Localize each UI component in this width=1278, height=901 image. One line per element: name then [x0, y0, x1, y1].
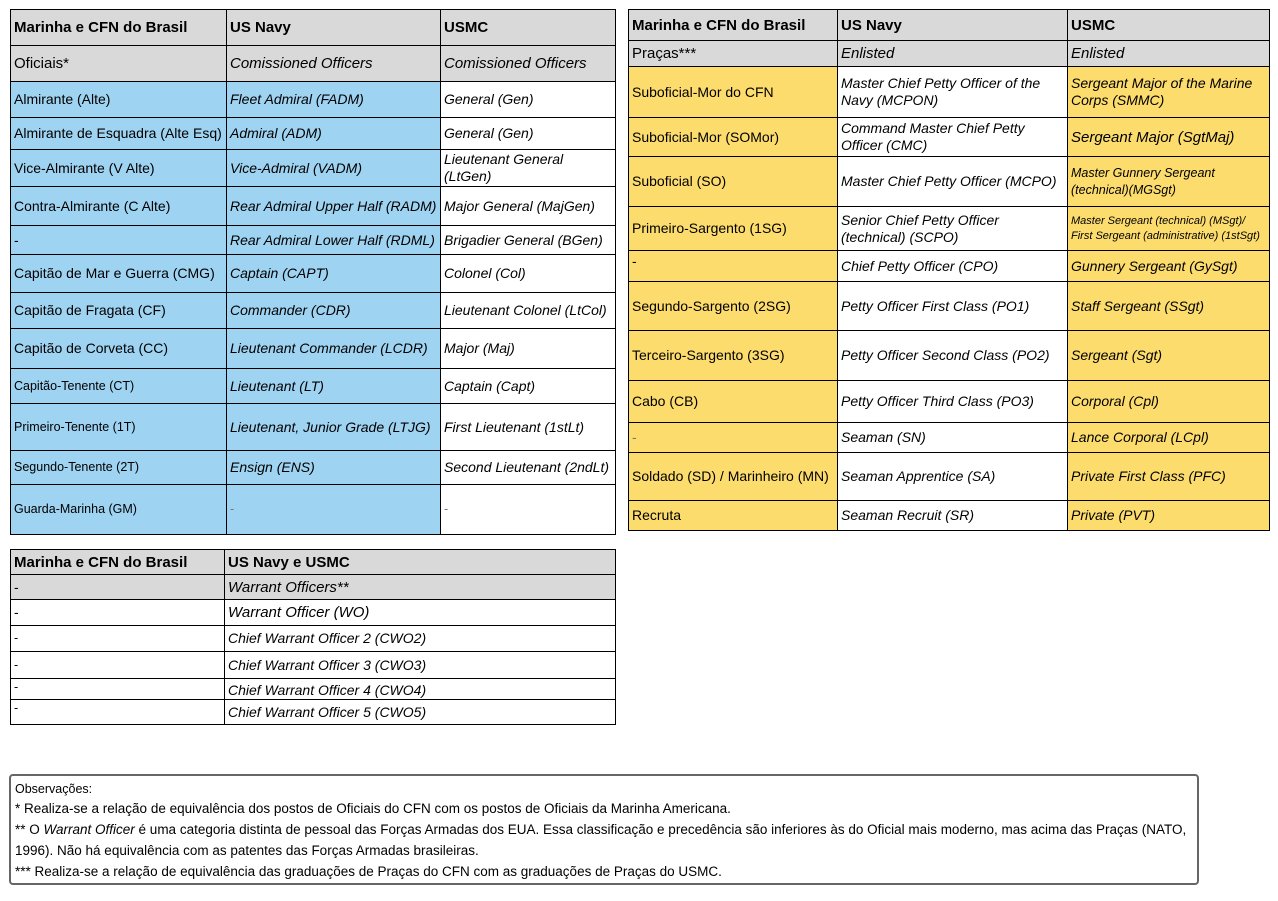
brazil-rank-cell: Segundo-Sargento (2SG) — [629, 282, 838, 331]
usnavy-rank-cell: Command Master Chief Petty Officer (CMC) — [838, 118, 1068, 157]
table-row — [629, 157, 1270, 207]
usnavy-rank-cell: Seaman Apprentice (SA) — [838, 453, 1068, 501]
table-row — [629, 453, 1270, 501]
brazil-rank-cell: - — [11, 679, 225, 700]
usmc-rank-cell: First Lieutenant (1stLt) — [441, 404, 616, 451]
usnavy-rank-cell: Rear Admiral Upper Half (RADM) — [227, 187, 441, 226]
table-row — [629, 331, 1270, 381]
table-header-row — [629, 10, 1270, 41]
note-enlisted: *** Realiza-se a relação de equivalência das graduações de Praças do CFN com as graduações de Praças do USMC. — [15, 864, 722, 879]
brazil-rank-cell: Segundo-Tenente (2T) — [11, 451, 227, 485]
usnavy-rank-cell: Fleet Admiral (FADM) — [227, 82, 441, 118]
usnavy-rank-cell: Master Chief Petty Officer of the Navy (MCPON) — [838, 67, 1068, 118]
us-rank-cell: Chief Warrant Officer 5 (CWO5) — [225, 700, 616, 725]
note-officers: * Realiza-se a relação de equivalência dos postos de Oficiais do CFN com os postos de Oficiais da Marinha Americana. — [15, 801, 731, 816]
usnavy-rank-cell: Admiral (ADM) — [227, 118, 441, 150]
table-row — [11, 404, 616, 451]
header-cell: USMC — [441, 10, 616, 46]
table-row — [629, 423, 1270, 453]
header-cell: US Navy — [838, 10, 1068, 41]
usmc-rank-cell: Brigadier General (BGen) — [441, 226, 616, 255]
brazil-rank-cell: - — [11, 652, 225, 679]
table-row — [629, 282, 1270, 331]
brazil-rank-cell: Primeiro-Sargento (1SG) — [629, 207, 838, 251]
subheader-cell: Enlisted — [838, 41, 1068, 67]
table-row — [629, 381, 1270, 423]
warrant-officers-table — [10, 549, 616, 725]
table-row — [11, 626, 616, 652]
usmc-rank-cell: Major General (MajGen) — [441, 187, 616, 226]
usnavy-rank-cell: Lieutenant, Junior Grade (LTJG) — [227, 404, 441, 451]
usmc-rank-cell: Lieutenant General (LtGen) — [441, 150, 616, 187]
table-row — [11, 329, 616, 369]
usmc-rank-cell: Colonel (Col) — [441, 255, 616, 293]
header-cell: Marinha e CFN do Brasil — [11, 550, 225, 575]
subheader-cell: - — [11, 575, 225, 600]
usnavy-rank-cell: Ensign (ENS) — [227, 451, 441, 485]
notes-box — [9, 774, 1199, 885]
brazil-rank-cell: Cabo (CB) — [629, 381, 838, 423]
subheader-cell: Enlisted — [1068, 41, 1270, 67]
table-row — [629, 118, 1270, 157]
brazil-rank-cell: Guarda-Marinha (GM) — [11, 485, 227, 535]
table-row — [11, 369, 616, 404]
subheader-cell: Comissioned Officers — [227, 46, 441, 82]
brazil-rank-cell: Suboficial (SO) — [629, 157, 838, 207]
usmc-rank-cell: General (Gen) — [441, 118, 616, 150]
usnavy-rank-cell: Chief Petty Officer (CPO) — [838, 251, 1068, 282]
usmc-rank-cell: Gunnery Sergeant (GySgt) — [1068, 251, 1270, 282]
subheader-cell: Praças*** — [629, 41, 838, 67]
table-row — [11, 451, 616, 485]
usmc-rank-cell: General (Gen) — [441, 82, 616, 118]
usmc-rank-cell: Master Sergeant (technical) (MSgt)/ First Sergeant (administrative) (1stSgt) — [1068, 207, 1270, 251]
table-row — [11, 679, 616, 700]
usmc-rank-cell: Sergeant Major (SgtMaj) — [1068, 118, 1270, 157]
note-warrant-prefix: ** O — [15, 822, 44, 837]
us-rank-cell: Warrant Officer (WO) — [225, 600, 616, 626]
usmc-rank-cell: Corporal (Cpl) — [1068, 381, 1270, 423]
usnavy-rank-cell: Vice-Admiral (VADM) — [227, 150, 441, 187]
brazil-rank-cell: Capitão-Tenente (CT) — [11, 369, 227, 404]
usnavy-rank-cell: Senior Chief Petty Officer (technical) (SCPO) — [838, 207, 1068, 251]
brazil-rank-cell: - — [11, 226, 227, 255]
brazil-rank-cell: - — [11, 626, 225, 652]
table-row — [629, 251, 1270, 282]
usnavy-rank-cell: Petty Officer Third Class (PO3) — [838, 381, 1068, 423]
table-subheader-row — [11, 46, 616, 82]
usmc-rank-cell: Lance Corporal (LCpl) — [1068, 423, 1270, 453]
note-warrant-term: Warrant Officer — [43, 822, 135, 837]
officers-table — [10, 9, 616, 535]
table-row — [11, 118, 616, 150]
table-row — [11, 82, 616, 118]
table-row — [11, 255, 616, 293]
brazil-rank-cell: - — [11, 700, 225, 725]
us-rank-cell: Chief Warrant Officer 4 (CWO4) — [225, 679, 616, 700]
usnavy-rank-cell: - — [227, 485, 441, 535]
brazil-rank-cell: Soldado (SD) / Marinheiro (MN) — [629, 453, 838, 501]
usnavy-rank-cell: Captain (CAPT) — [227, 255, 441, 293]
usnavy-rank-cell: Lieutenant Commander (LCDR) — [227, 329, 441, 369]
header-cell: Marinha e CFN do Brasil — [11, 10, 227, 46]
table-header-row — [11, 10, 616, 46]
brazil-rank-cell: Almirante (Alte) — [11, 82, 227, 118]
table-header-row — [11, 550, 616, 575]
brazil-rank-cell: Terceiro-Sargento (3SG) — [629, 331, 838, 381]
table-row — [629, 67, 1270, 118]
table-row — [11, 600, 616, 626]
usnavy-rank-cell: Rear Admiral Lower Half (RDML) — [227, 226, 441, 255]
table-subheader-row — [629, 41, 1270, 67]
enlisted-table — [628, 9, 1270, 531]
header-cell: US Navy — [227, 10, 441, 46]
note-warrant-officers — [15, 819, 1193, 861]
usmc-rank-cell: Private First Class (PFC) — [1068, 453, 1270, 501]
table-subheader-row — [11, 575, 616, 600]
brazil-rank-cell: Suboficial-Mor do CFN — [629, 67, 838, 118]
usmc-rank-cell: Major (Maj) — [441, 329, 616, 369]
table-row — [629, 501, 1270, 531]
brazil-rank-cell: - — [11, 600, 225, 626]
header-cell: US Navy e USMC — [225, 550, 616, 575]
brazil-rank-cell: Capitão de Mar e Guerra (CMG) — [11, 255, 227, 293]
usmc-rank-cell: Lieutenant Colonel (LtCol) — [441, 293, 616, 329]
table-row — [11, 226, 616, 255]
usmc-rank-cell: Sergeant (Sgt) — [1068, 331, 1270, 381]
subheader-cell: Oficiais* — [11, 46, 227, 82]
brazil-rank-cell: Almirante de Esquadra (Alte Esq) — [11, 118, 227, 150]
usnavy-rank-cell: Lieutenant (LT) — [227, 369, 441, 404]
subheader-cell: Comissioned Officers — [441, 46, 616, 82]
brazil-rank-cell: - — [629, 251, 838, 282]
usnavy-rank-cell: Seaman Recruit (SR) — [838, 501, 1068, 531]
table-row — [629, 207, 1270, 251]
usmc-rank-cell: Sergeant Major of the Marine Corps (SMMC) — [1068, 67, 1270, 118]
usmc-rank-cell: - — [441, 485, 616, 535]
header-cell: Marinha e CFN do Brasil — [629, 10, 838, 41]
brazil-rank-cell: Contra-Almirante (C Alte) — [11, 187, 227, 226]
usnavy-rank-cell: Petty Officer First Class (PO1) — [838, 282, 1068, 331]
us-rank-cell: Chief Warrant Officer 2 (CWO2) — [225, 626, 616, 652]
brazil-rank-cell: Capitão de Fragata (CF) — [11, 293, 227, 329]
brazil-rank-cell: Capitão de Corveta (CC) — [11, 329, 227, 369]
table-row — [11, 652, 616, 679]
table-row — [11, 485, 616, 535]
usmc-rank-cell: Master Gunnery Sergeant (technical)(MGSgt) — [1068, 157, 1270, 207]
usmc-rank-cell: Second Lieutenant (2ndLt) — [441, 451, 616, 485]
header-cell: USMC — [1068, 10, 1270, 41]
usnavy-rank-cell: Petty Officer Second Class (PO2) — [838, 331, 1068, 381]
usnavy-rank-cell: Commander (CDR) — [227, 293, 441, 329]
brazil-rank-cell: Suboficial-Mor (SOMor) — [629, 118, 838, 157]
usnavy-rank-cell: Master Chief Petty Officer (MCPO) — [838, 157, 1068, 207]
brazil-rank-cell: - — [629, 423, 838, 453]
table-row — [11, 187, 616, 226]
usnavy-rank-cell: Seaman (SN) — [838, 423, 1068, 453]
table-row — [11, 150, 616, 187]
usmc-rank-cell: Staff Sergeant (SSgt) — [1068, 282, 1270, 331]
table-row — [11, 293, 616, 329]
subheader-cell: Warrant Officers** — [225, 575, 616, 600]
usmc-rank-cell: Private (PVT) — [1068, 501, 1270, 531]
brazil-rank-cell: Primeiro-Tenente (1T) — [11, 404, 227, 451]
table-row — [11, 700, 616, 725]
notes-title: Observações: — [15, 782, 93, 796]
note-warrant-text: é uma categoria distinta de pessoal das Forças Armadas dos EUA. Essa classificação e precedência são inferiores às do Oficial mais moderno, mas acima das Praças (NATO, 1996). Não há equivalência com as patentes das Forças Armadas brasileiras. — [15, 822, 1187, 858]
usmc-rank-cell: Captain (Capt) — [441, 369, 616, 404]
us-rank-cell: Chief Warrant Officer 3 (CWO3) — [225, 652, 616, 679]
brazil-rank-cell: Recruta — [629, 501, 838, 531]
brazil-rank-cell: Vice-Almirante (V Alte) — [11, 150, 227, 187]
